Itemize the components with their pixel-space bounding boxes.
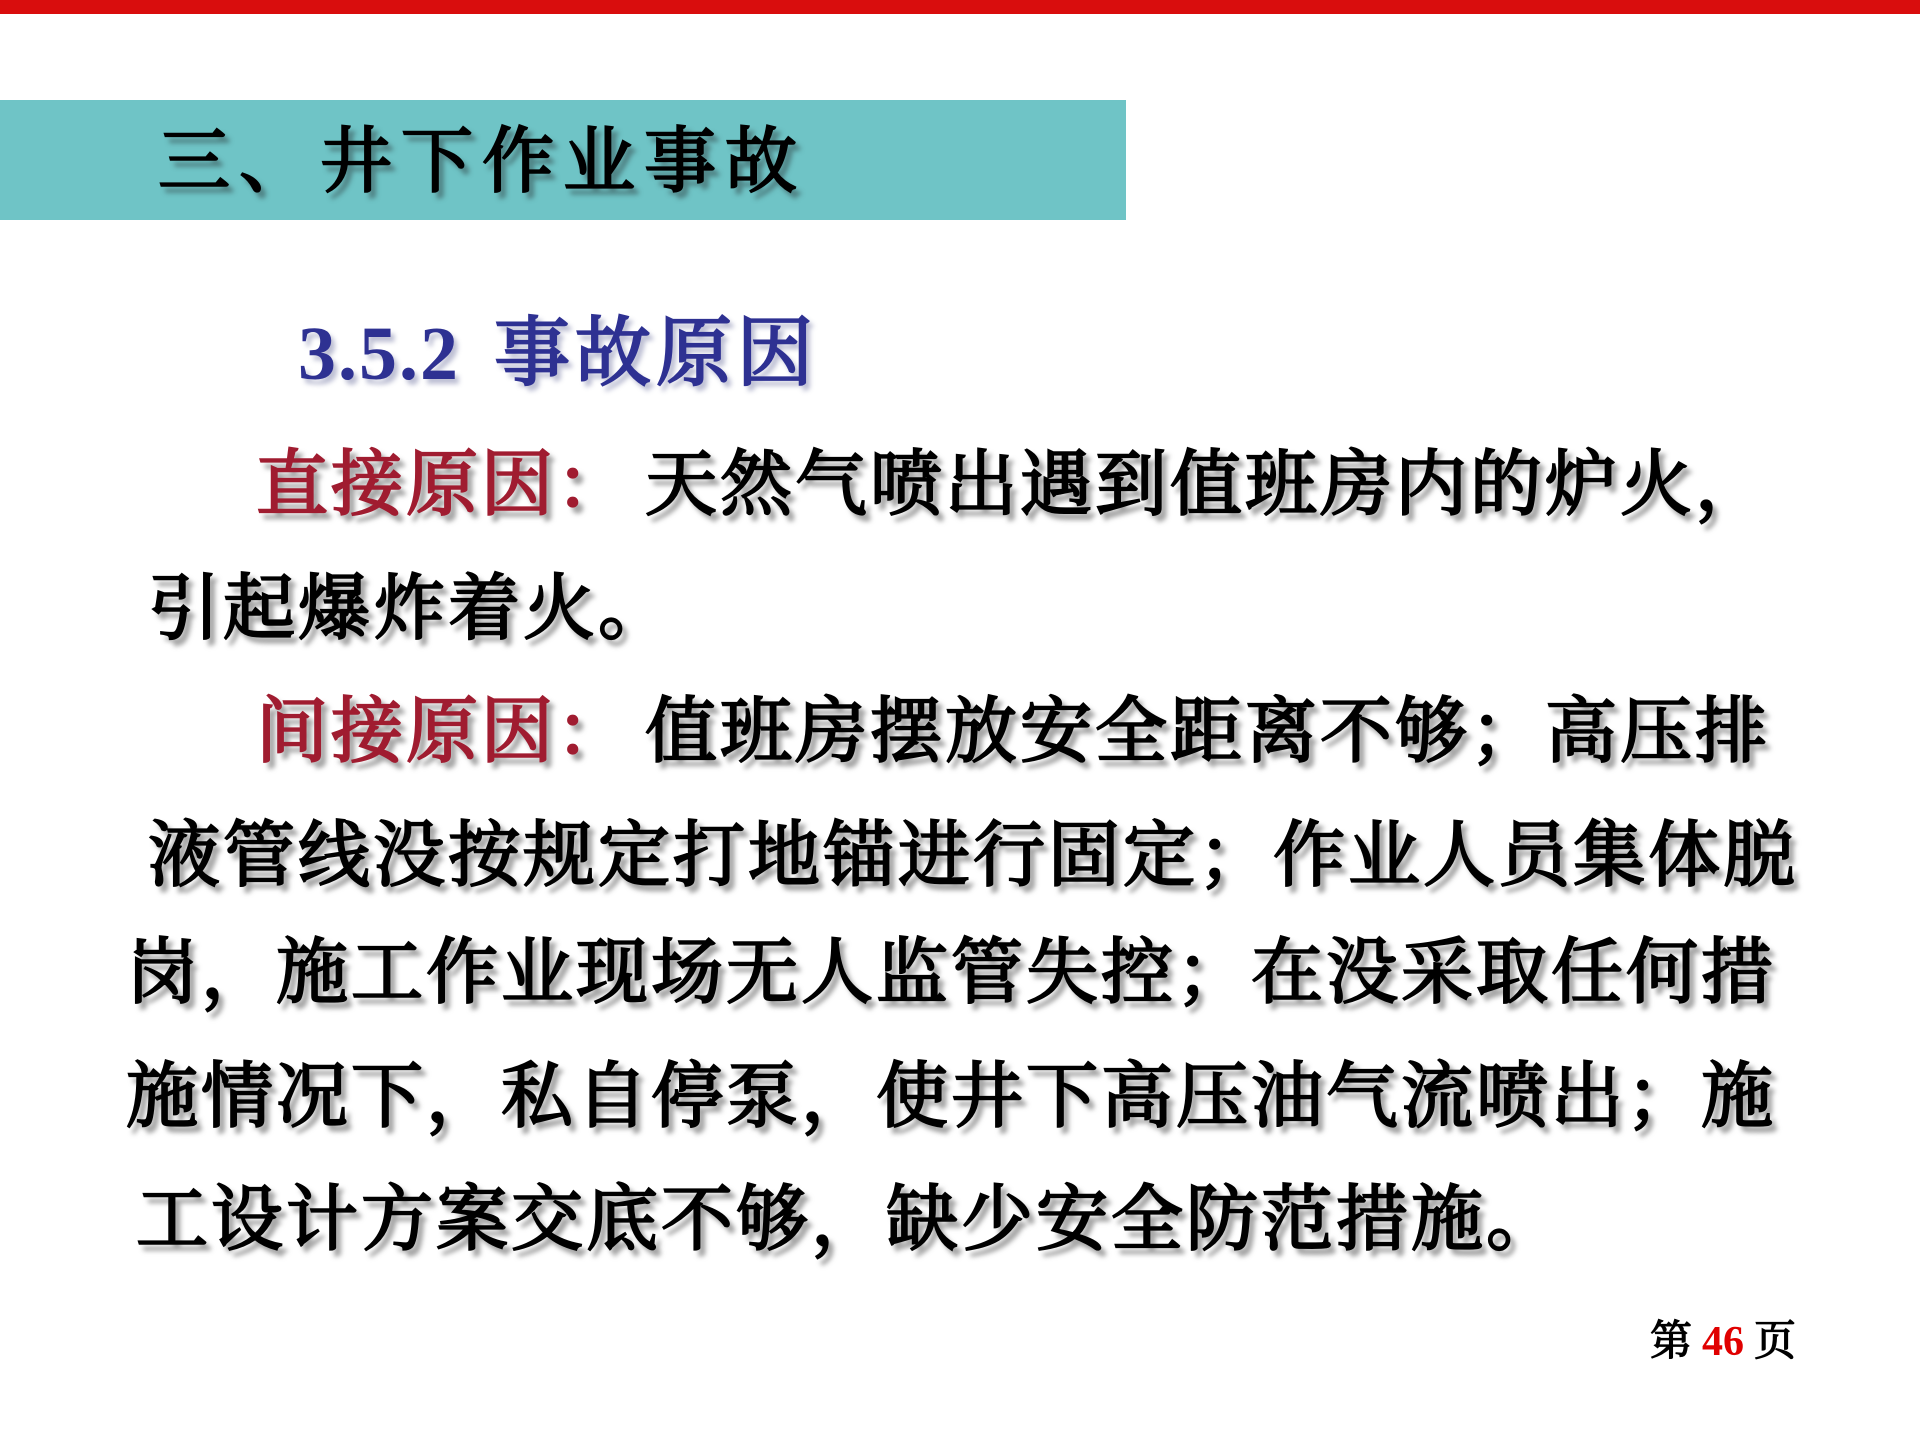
body-text: 天然气喷出遇到值班房内的炉火， — [645, 445, 1771, 525]
lead-in-indirect-cause: 间接原因： — [256, 692, 632, 772]
body-text: 值班房摆放安全距离不够；高压排 — [645, 692, 1771, 772]
body-text: 工设计方案交底不够，缺少安全防范措施。 — [136, 1180, 1562, 1260]
body-text: 岗，施工作业现场无人监管失控；在没采取任何措 — [126, 933, 1777, 1013]
body-text: 施情况下，私自停泵，使井下高压油气流喷出；施 — [126, 1057, 1777, 1137]
body-text: 液管线没按规定打地锚进行固定；作业人员集体脱 — [148, 816, 1799, 896]
body-line — [0, 1038, 1920, 1142]
subsection-number: 3.5.2 — [298, 312, 460, 396]
section-title: 三、井下作业事故 — [158, 122, 807, 202]
lead-in-direct-cause: 直接原因： — [256, 445, 632, 525]
section-header-bar — [0, 100, 1126, 220]
body-line — [0, 797, 1920, 901]
subsection-label: 事故原因 — [494, 312, 818, 396]
top-accent-bar — [0, 0, 1920, 14]
page-number: 46 — [1702, 1319, 1745, 1365]
body-line — [0, 426, 1920, 530]
body-text: 引起爆炸着火。 — [148, 569, 674, 649]
subsection-title — [298, 292, 818, 401]
body-line — [0, 1161, 1920, 1265]
body-line — [0, 673, 1920, 777]
footer-suffix: 页 — [1754, 1319, 1797, 1365]
footer-prefix: 第 — [1650, 1319, 1693, 1365]
body-line — [0, 914, 1920, 1018]
body-line — [0, 550, 1920, 654]
page-footer — [1650, 1308, 1796, 1368]
